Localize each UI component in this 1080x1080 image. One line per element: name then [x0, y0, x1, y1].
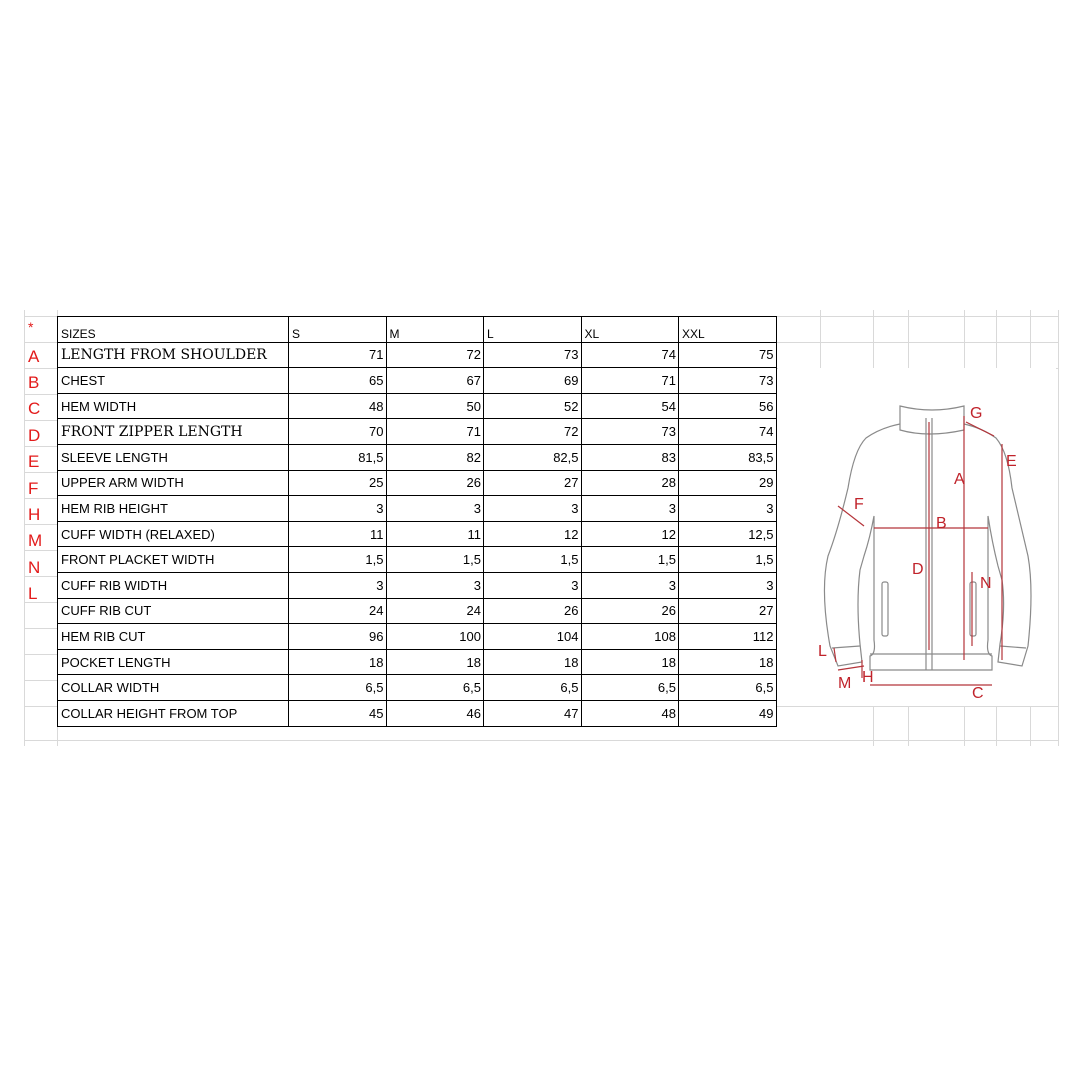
- label-e: E: [1006, 453, 1017, 470]
- cell-value: 18: [679, 649, 777, 675]
- cell-value: 18: [289, 649, 387, 675]
- cell-value: 70: [289, 419, 387, 445]
- cell-value: 83,5: [679, 444, 777, 470]
- table-row: [58, 393, 777, 419]
- letter-b: B: [28, 373, 40, 392]
- cell-value: 25: [289, 470, 387, 496]
- header-size-xl: XL: [581, 317, 679, 343]
- letter-n: N: [28, 558, 41, 577]
- cell-value: 73: [484, 342, 582, 368]
- cell-value: 71: [289, 342, 387, 368]
- cell-value: 96: [289, 624, 387, 650]
- cell-value: 28: [581, 470, 679, 496]
- label-f: F: [854, 496, 864, 513]
- cell-value: 65: [289, 368, 387, 394]
- cell-value: 82,5: [484, 444, 582, 470]
- cell-value: 74: [581, 342, 679, 368]
- cell-value: 3: [581, 572, 679, 598]
- row-label: COLLAR WIDTH: [58, 675, 289, 701]
- cell-value: 26: [484, 598, 582, 624]
- cell-value: 83: [581, 444, 679, 470]
- row-label: CUFF RIB WIDTH: [58, 572, 289, 598]
- header-size-m: M: [386, 317, 484, 343]
- size-table: [57, 316, 777, 727]
- cell-value: 12,5: [679, 521, 777, 547]
- cell-value: 75: [679, 342, 777, 368]
- cell-value: 1,5: [484, 547, 582, 573]
- cell-value: 73: [581, 419, 679, 445]
- row-label: LENGTH FROM SHOULDER: [58, 342, 289, 368]
- cell-value: 6,5: [484, 675, 582, 701]
- cell-value: 104: [484, 624, 582, 650]
- row-label: HEM RIB HEIGHT: [58, 496, 289, 522]
- table-row: [58, 470, 777, 496]
- cell-value: 74: [679, 419, 777, 445]
- jacket-measurement-diagram: [776, 310, 1058, 710]
- cell-value: 12: [484, 521, 582, 547]
- table-row: [58, 675, 777, 701]
- cell-value: 18: [386, 649, 484, 675]
- cell-value: 1,5: [581, 547, 679, 573]
- cell-value: 100: [386, 624, 484, 650]
- cell-value: 71: [581, 368, 679, 394]
- row-label: CUFF RIB CUT: [58, 598, 289, 624]
- cell-value: 3: [484, 572, 582, 598]
- cell-value: 1,5: [289, 547, 387, 573]
- label-n: N: [980, 575, 992, 592]
- cell-value: 72: [386, 342, 484, 368]
- cell-value: 27: [679, 598, 777, 624]
- table-row: [58, 444, 777, 470]
- cell-value: 71: [386, 419, 484, 445]
- cell-value: 1,5: [679, 547, 777, 573]
- table-row: [58, 368, 777, 394]
- cell-value: 1,5: [386, 547, 484, 573]
- row-label: HEM RIB CUT: [58, 624, 289, 650]
- cell-value: 82: [386, 444, 484, 470]
- cell-value: 3: [679, 572, 777, 598]
- letter-f: F: [28, 479, 39, 498]
- cell-value: 24: [386, 598, 484, 624]
- cell-value: 67: [386, 368, 484, 394]
- header-size-l: L: [484, 317, 582, 343]
- cell-value: 26: [386, 470, 484, 496]
- table-row: [58, 598, 777, 624]
- cell-value: 12: [581, 521, 679, 547]
- cell-value: 45: [289, 700, 387, 726]
- label-h: H: [862, 669, 874, 686]
- row-label: COLLAR HEIGHT FROM TOP: [58, 700, 289, 726]
- cell-value: 50: [386, 393, 484, 419]
- letter-d: D: [28, 426, 41, 445]
- marker-asterisk: *: [28, 319, 34, 335]
- table-row: [58, 496, 777, 522]
- table-header-row: [58, 317, 777, 343]
- table-row: [58, 649, 777, 675]
- cell-value: 81,5: [289, 444, 387, 470]
- label-g: G: [970, 405, 983, 422]
- header-size-xxl: XXL: [679, 317, 777, 343]
- cell-value: 6,5: [581, 675, 679, 701]
- row-label: SLEEVE LENGTH: [58, 444, 289, 470]
- row-label: FRONT ZIPPER LENGTH: [58, 419, 289, 445]
- row-label: CHEST: [58, 368, 289, 394]
- label-d: D: [912, 561, 924, 578]
- letter-m: M: [28, 531, 43, 550]
- cell-value: 24: [289, 598, 387, 624]
- label-m: M: [838, 675, 852, 692]
- cell-value: 73: [679, 368, 777, 394]
- label-b: B: [936, 515, 947, 532]
- cell-value: 6,5: [679, 675, 777, 701]
- cell-value: 3: [581, 496, 679, 522]
- cell-value: 3: [386, 572, 484, 598]
- table-row: [58, 624, 777, 650]
- cell-value: 54: [581, 393, 679, 419]
- cell-value: 3: [386, 496, 484, 522]
- cell-value: 69: [484, 368, 582, 394]
- cell-value: 6,5: [386, 675, 484, 701]
- cell-value: 52: [484, 393, 582, 419]
- row-label: CUFF WIDTH (RELAXED): [58, 521, 289, 547]
- cell-value: 3: [289, 572, 387, 598]
- cell-value: 48: [289, 393, 387, 419]
- cell-value: 3: [289, 496, 387, 522]
- cell-value: 11: [289, 521, 387, 547]
- cell-value: 47: [484, 700, 582, 726]
- header-size-s: S: [289, 317, 387, 343]
- cell-value: 18: [484, 649, 582, 675]
- cell-value: 11: [386, 521, 484, 547]
- header-sizes: SIZES: [58, 317, 289, 343]
- table-row: [58, 342, 777, 368]
- cell-value: 3: [679, 496, 777, 522]
- letter-e: E: [28, 452, 40, 471]
- table-row: [58, 547, 777, 573]
- label-a: A: [954, 471, 965, 488]
- cell-value: 26: [581, 598, 679, 624]
- cell-value: 48: [581, 700, 679, 726]
- cell-value: 56: [679, 393, 777, 419]
- cell-value: 27: [484, 470, 582, 496]
- letter-l: L: [28, 584, 38, 603]
- cell-value: 108: [581, 624, 679, 650]
- table-row: [58, 521, 777, 547]
- cell-value: 72: [484, 419, 582, 445]
- cell-value: 46: [386, 700, 484, 726]
- label-l: L: [818, 643, 827, 660]
- letter-h: H: [28, 505, 41, 524]
- cell-value: 6,5: [289, 675, 387, 701]
- cell-value: 49: [679, 700, 777, 726]
- table-row: [58, 419, 777, 445]
- letter-c: C: [28, 399, 41, 418]
- row-label: UPPER ARM WIDTH: [58, 470, 289, 496]
- cell-value: 3: [484, 496, 582, 522]
- table-row: [58, 700, 777, 726]
- cell-value: 112: [679, 624, 777, 650]
- label-c: C: [972, 685, 984, 702]
- table-row: [58, 572, 777, 598]
- cell-value: 18: [581, 649, 679, 675]
- row-label: HEM WIDTH: [58, 393, 289, 419]
- cell-value: 29: [679, 470, 777, 496]
- row-label: FRONT PLACKET WIDTH: [58, 547, 289, 573]
- letter-a: A: [28, 347, 40, 366]
- row-label: POCKET LENGTH: [58, 649, 289, 675]
